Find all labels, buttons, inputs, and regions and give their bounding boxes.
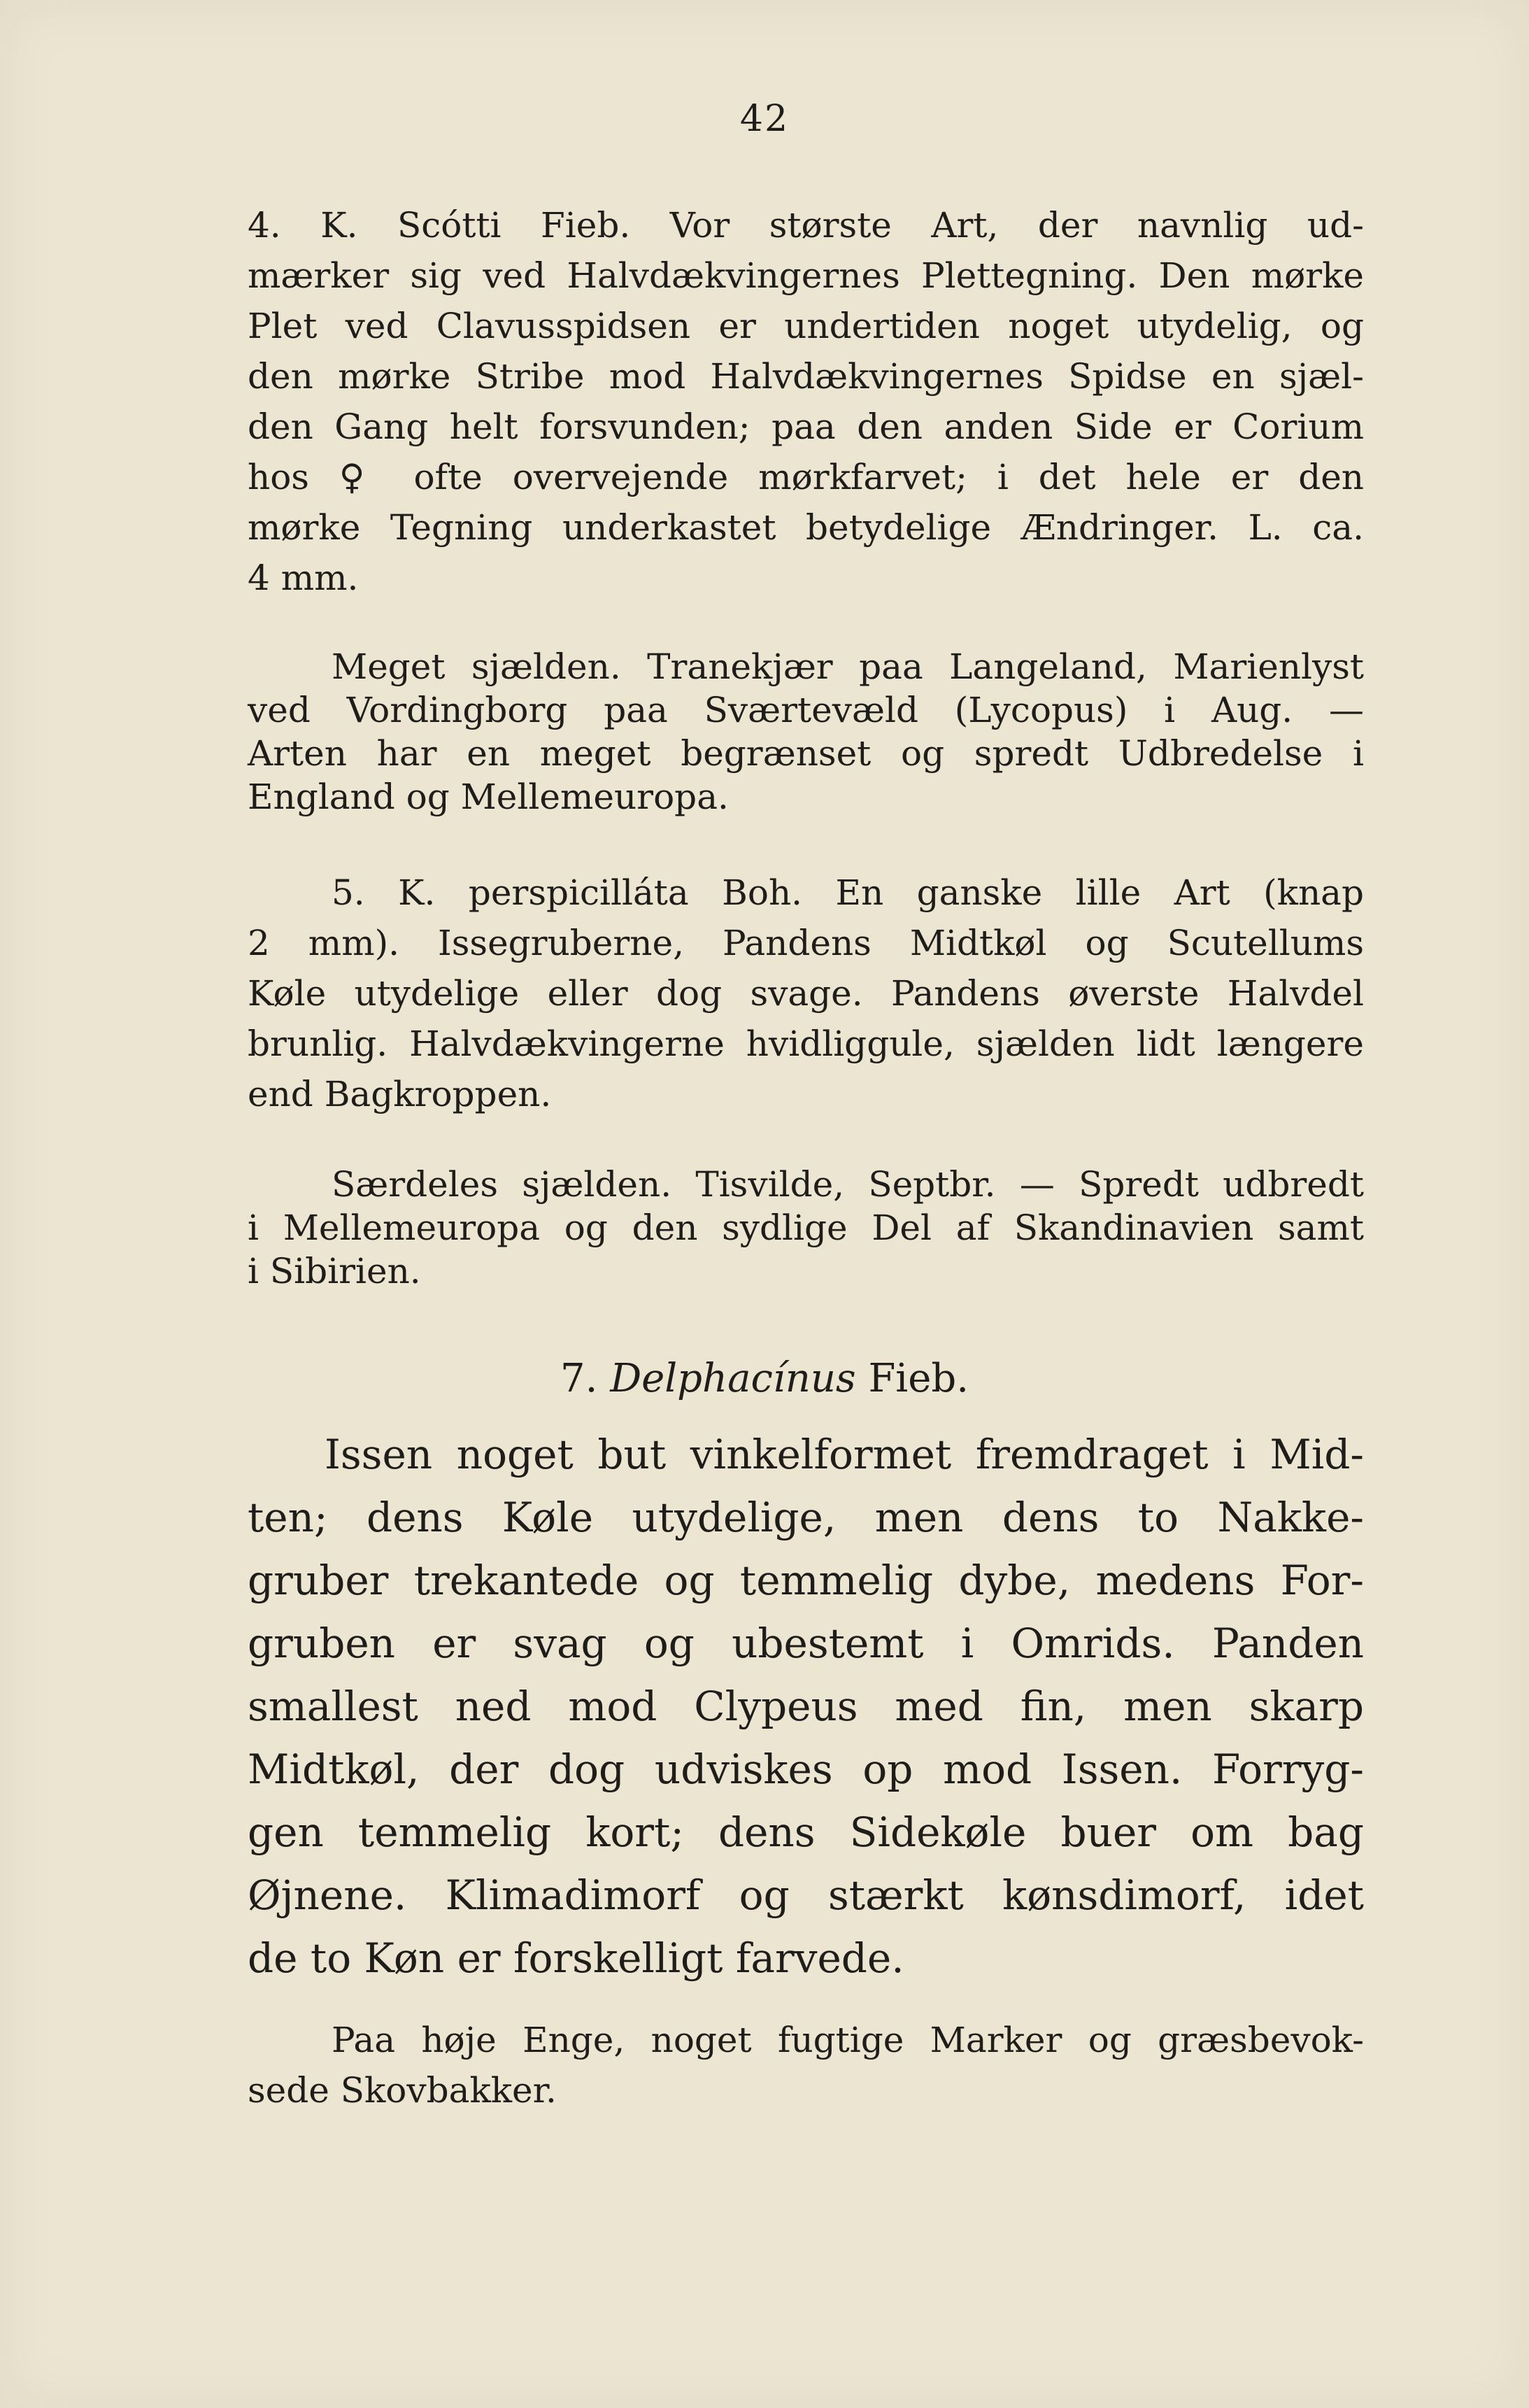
text-line: Plet ved Clavusspidsen er undertiden noget utydelig, og xyxy=(248,306,1364,346)
text-line: Meget sjælden. Tranekjær paa Langeland, Marienlyst xyxy=(332,646,1364,687)
species-4-occurrence xyxy=(248,645,1364,819)
text-line: gruben er svag og ubestemt i Omrids. Panden xyxy=(248,1620,1364,1667)
species-5-occurrence xyxy=(248,1163,1364,1293)
text-line: 4 mm. xyxy=(248,558,359,598)
genus-author: Fieb. xyxy=(868,1356,969,1401)
genus-habitat xyxy=(248,2015,1364,2116)
text-line: gruber trekantede og temmelig dybe, medens For- xyxy=(248,1557,1364,1604)
text-line: den mørke Stribe mod Halvdækvingernes Spidse en sjæl- xyxy=(248,356,1364,397)
text-line: Issen noget but vinkelformet fremdraget i Mid- xyxy=(325,1431,1364,1478)
text-line: end Bagkroppen. xyxy=(248,1074,552,1114)
text-line: Paa høje Enge, noget fugtige Marker og græsbevok- xyxy=(332,2020,1364,2060)
text-line: gen temmelig kort; dens Sidekøle buer om bag xyxy=(248,1808,1364,1856)
genus-heading xyxy=(0,1356,1529,1401)
text-line: Arten har en meget begrænset og spredt Udbredelse i xyxy=(248,733,1364,774)
text-line: 5. K. perspicilláta Boh. En ganske lille Art (knap xyxy=(332,872,1364,913)
genus-name: Delphacínus xyxy=(610,1356,856,1401)
text-line: sede Skovbakker. xyxy=(248,2070,557,2111)
text-line: hos ♀ ofte overvejende mørkfarvet; i det hele er den xyxy=(248,457,1364,497)
text-line: i Mellemeuropa og den sydlige Del af Skandinavien samt xyxy=(248,1207,1364,1248)
text-line: i Sibirien. xyxy=(248,1251,421,1291)
genus-description xyxy=(248,1423,1364,1990)
species-4-description xyxy=(248,200,1364,603)
text-line: Midtkøl, der dog udviskes op mod Issen. Forryg- xyxy=(248,1745,1364,1793)
text-line: ten; dens Køle utydelige, men dens to Nakke- xyxy=(248,1494,1364,1541)
text-line: de to Køn er forskelligt farvede. xyxy=(248,1934,904,1982)
text-line: smallest ned mod Clypeus med fin, men skarp xyxy=(248,1683,1364,1730)
page-number: 42 xyxy=(739,98,790,140)
text-line: mørke Tegning underkastet betydelige Ændringer. L. ca. xyxy=(248,507,1364,548)
text-line: England og Mellemeuropa. xyxy=(248,777,729,817)
text-line: den Gang helt forsvunden; paa den anden Side er Corium xyxy=(248,406,1364,447)
text-line: ved Vordingborg paa Sværtevæld (Lycopus) i Aug. — xyxy=(248,690,1364,730)
text-line: Øjnene. Klimadimorf og stærkt kønsdimorf, idet xyxy=(248,1871,1364,1919)
text-line: 4. K. Scótti Fieb. Vor største Art, der navnlig ud- xyxy=(248,205,1364,246)
text-line: 2 mm). Issegruberne, Pandens Midtkøl og Scutellums xyxy=(248,923,1364,963)
text-line: mærker sig ved Halvdækvingernes Plettegning. Den mørke xyxy=(248,255,1364,296)
species-5-description xyxy=(248,867,1364,1119)
genus-number: 7. xyxy=(560,1356,598,1401)
text-line: brunlig. Halvdækvingerne hvidliggule, sjælden lidt længere xyxy=(248,1024,1364,1064)
text-line: Særdeles sjælden. Tisvilde, Septbr. — Spredt udbredt xyxy=(332,1164,1364,1205)
text-line: Køle utydelige eller dog svage. Pandens øverste Halvdel xyxy=(248,973,1364,1014)
